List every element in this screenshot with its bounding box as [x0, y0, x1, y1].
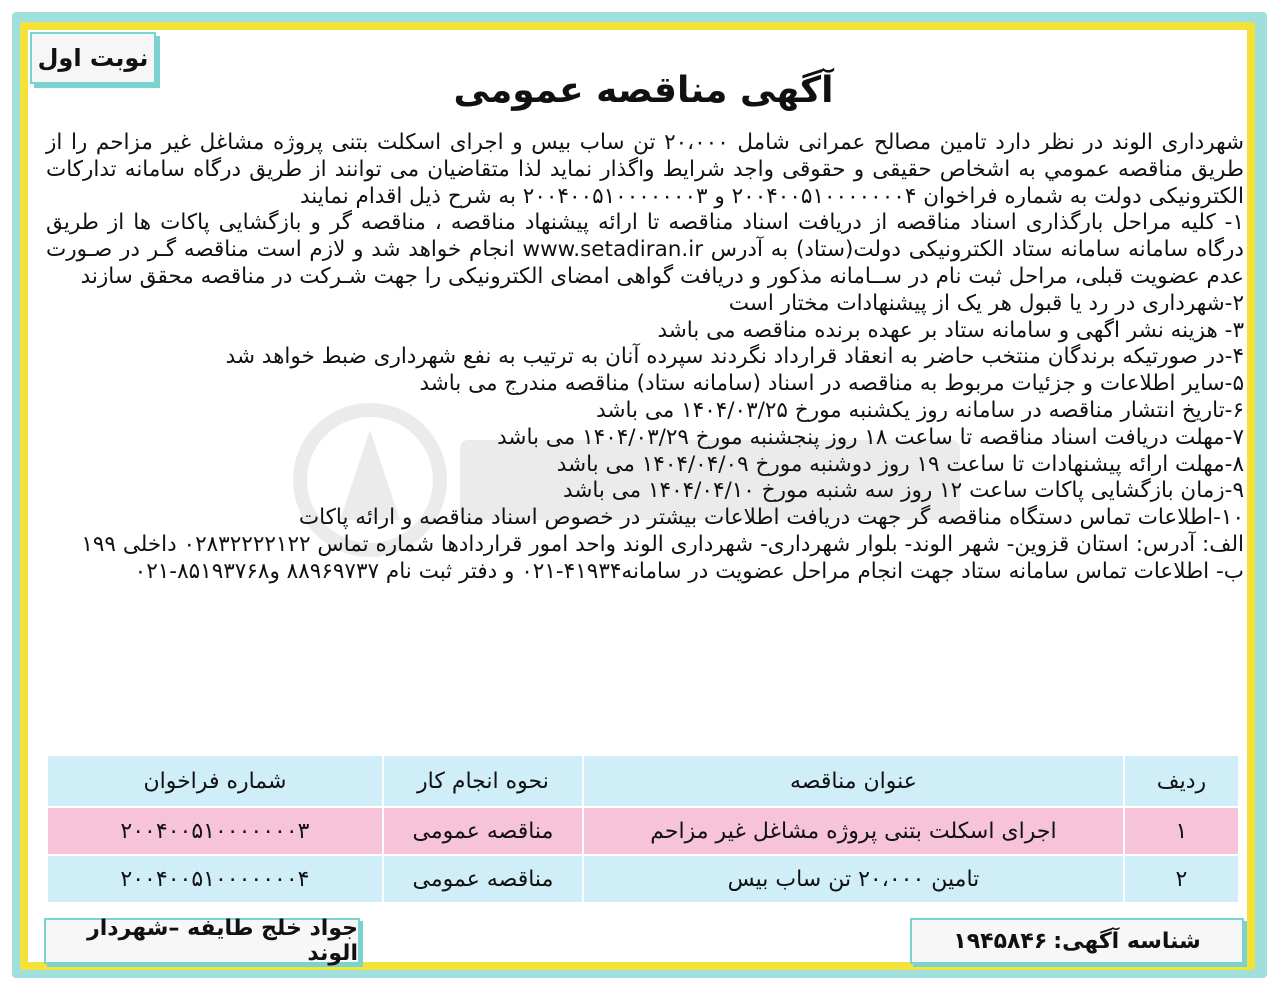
header-idx: ردیف — [1124, 755, 1239, 807]
row-idx: ۱ — [1124, 807, 1239, 855]
table-row — [47, 807, 1239, 855]
clause-5: ۵-سایر اطلاعات و جزئیات مربوط به مناقصه در اسناد (سامانه ستاد) مناقصه مندرج می باشد — [419, 371, 1244, 397]
row-method: مناقصه عمومی — [383, 855, 583, 903]
header-title: عنوان مناقصه — [583, 755, 1124, 807]
header-method: نحوه انجام کار — [383, 755, 583, 807]
clause-6: ۶-تاریخ انتشار مناقصه در سامانه روز یکشنبه مورخ ۱۴۰۴/۰۳/۲۵ می باشد — [596, 397, 1244, 423]
table-header-row — [47, 755, 1239, 807]
row-number: ۲۰۰۴۰۰۵۱۰۰۰۰۰۰۰۴ — [47, 855, 383, 903]
setad-url-link[interactable]: www.setadiran.ir — [522, 237, 704, 263]
row-title: تامین ۲۰،۰۰۰ تن ساب بیس — [583, 855, 1124, 903]
ad-body — [46, 130, 1244, 586]
clause-10: ۱۰-اطلاعات تماس دستگاه مناقصه گر جهت دریافت اطلاعات بیشتر در خصوص اسناد مناقصه و ارائه پاکات — [298, 505, 1244, 531]
ad-id-label: شناسه آگهی: — [1053, 928, 1201, 954]
header-number: شماره فراخوان — [47, 755, 383, 807]
clause-1-text-b: انجام خواهد شد و لازم است مناقصه گـر در صـورت عدم عضویت قبلی، مراحل ثبت نام در ســامانه مذکور و دریافت گواهی امضای الکترونیکی را جهت شـرکت در مناقصه محقق سازند — [46, 237, 1244, 289]
tender-table — [46, 754, 1240, 904]
clause-7: ۷-مهلت دریافت اسناد مناقصه تا ساعت ۱۸ روز پنجشنبه مورخ ۱۴۰۴/۰۳/۲۹ می باشد — [497, 424, 1244, 450]
ad-id-box — [910, 918, 1244, 964]
clause-1-text-a: ۱- کلیه مراحل بارگذاری اسناد مناقصه از دریافت اسناد مناقصه تا ارائه پیشنهاد مناقصه ، مناقصه گر و بازگشایی پاکات ها از طریق درگاه سامانه سامانه ستاد الکترونیکی دولت(ستاد) به آدرس — [46, 210, 1244, 263]
clause-3: ۳- هزینه نشر اگهی و سامانه ستاد بر عهده برنده مناقصه می باشد — [657, 317, 1244, 343]
clause-9: ۹-زمان بازگشایی پاکات ساعت ۱۲ روز سه شنبه مورخ ۱۴۰۴/۰۴/۱۰ می باشد — [563, 478, 1244, 504]
row-idx: ۲ — [1124, 855, 1239, 903]
address-line-b: ب- اطلاعات تماس سامانه ستاد جهت انجام مراحل عضویت در سامانه۴۱۹۳۴-۰۲۱ و دفتر ثبت نام ۸۸۹۶۹۷۳۷ و۸۵۱۹۳۷۶۸-۰۲۱ — [134, 558, 1244, 584]
clause-8: ۸-مهلت ارائه پیشنهادات تا ساعت ۱۹ روز دوشنبه مورخ ۱۴۰۴/۰۴/۰۹ می باشد — [556, 451, 1244, 477]
intro-paragraph: شهرداری الوند در نظر دارد تامین مصالح عمرانی شامل ۲۰،۰۰۰ تن ساب بیس و اجرای اسکلت بتنی پروژه مشاغل غیر مزاحم را از طریق مناقصه عمومي به اشخاص حقیقی و حقوقی واجد شرایط واگذار نماید لذا متقاضیان می توانند از طریق درگاه سامانه تدارکات الکترونیکی دولت به شماره فراخوان ۲۰۰۴۰۰۵۱۰۰۰۰۰۰۰۴ و ۲۰۰۴۰۰۵۱۰۰۰۰۰۰۰۳ به شرح ذیل اقدام نمایند — [46, 130, 1244, 209]
ad-id-value: ۱۹۴۵۸۴۶ — [953, 928, 1048, 954]
ad-title: آگهی مناقصه عمومی — [453, 70, 834, 111]
address-line-a: الف: آدرس: استان قزوین- شهر الوند- بلوار شهرداری- شهرداری الوند واحد امور قراردادها شماره تماس ۰۲۸۳۲۲۲۲۱۲۲ داخلی ۱۹۹ — [81, 531, 1244, 557]
row-title: اجرای اسکلت بتنی پروژه مشاغل غیر مزاحم — [583, 807, 1124, 855]
round-badge: نوبت اول — [30, 32, 156, 84]
table-row — [47, 855, 1239, 903]
row-method: مناقصه عمومی — [383, 807, 583, 855]
clause-4: ۴-در صورتیکه برندگان منتخب حاضر به انعقاد قرارداد نگردند سپرده آنان به ترتیب به نفع شهرداری ضبط خواهد شد — [225, 344, 1244, 370]
clause-1 — [46, 210, 1244, 290]
clause-2: ۲-شهرداری در رد یا قبول هر یک از پیشنهادات مختار است — [728, 290, 1244, 316]
row-number: ۲۰۰۴۰۰۵۱۰۰۰۰۰۰۰۳ — [47, 807, 383, 855]
signature-box: جواد خلج طایفه –شهردار الوند — [44, 918, 360, 964]
